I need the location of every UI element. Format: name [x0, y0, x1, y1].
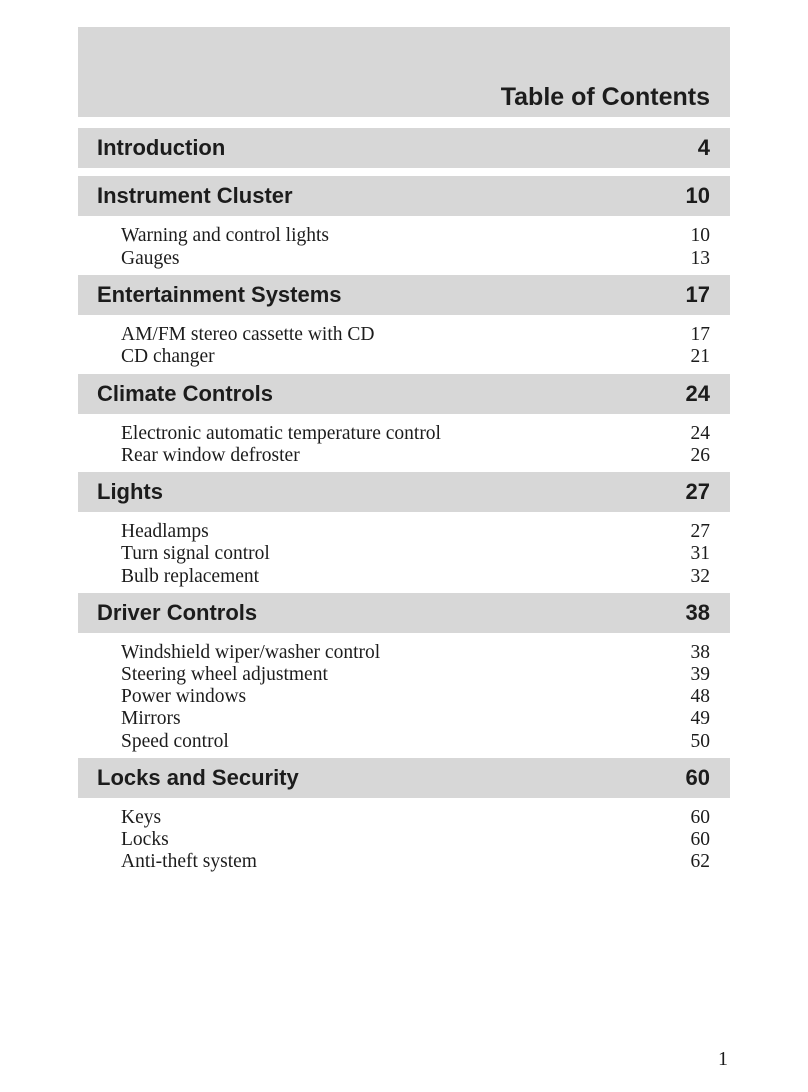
entry-label: Turn signal control [121, 543, 270, 564]
entry-page: 32 [690, 566, 710, 587]
section-page: 27 [685, 479, 710, 504]
entry-page: 26 [690, 445, 710, 466]
toc-entry[interactable] [121, 731, 710, 753]
entry-page: 49 [690, 708, 710, 729]
entry-page: 31 [690, 543, 710, 564]
page-number: 1 [718, 1048, 728, 1070]
section-climate-controls[interactable] [78, 374, 730, 414]
section-page: 17 [685, 282, 710, 307]
entry-page: 21 [690, 346, 710, 367]
toc-entry[interactable] [121, 423, 710, 445]
section-title: Climate Controls [97, 381, 274, 406]
entry-label: Headlamps [121, 521, 209, 542]
toc-entry[interactable] [121, 346, 710, 368]
toc-entry[interactable] [121, 686, 710, 708]
section-title: Entertainment Systems [97, 282, 342, 307]
entry-label: Electronic automatic temperature control [121, 423, 441, 444]
entry-page: 24 [690, 423, 710, 444]
entry-page: 60 [690, 829, 710, 850]
section-page: 4 [697, 135, 710, 160]
entry-label: Windshield wiper/washer control [121, 642, 381, 663]
entry-page: 48 [690, 686, 710, 707]
toc-entry[interactable] [121, 543, 710, 565]
entry-label: Warning and control lights [121, 225, 330, 246]
entry-label: Speed control [121, 731, 229, 752]
section-entertainment-systems[interactable] [78, 275, 730, 315]
toc-entry[interactable] [121, 664, 710, 686]
entry-page: 50 [690, 731, 710, 752]
section-page: 10 [685, 183, 710, 208]
entry-page: 17 [690, 324, 710, 345]
entry-page: 13 [690, 248, 710, 269]
toc-entry[interactable] [121, 642, 710, 664]
entry-page: 39 [690, 664, 710, 685]
toc-entry[interactable] [121, 708, 710, 730]
section-locks-and-security[interactable] [78, 758, 730, 798]
toc-entry[interactable] [121, 225, 710, 247]
entry-label: AM/FM stereo cassette with CD [121, 324, 375, 345]
section-lights[interactable] [78, 472, 730, 512]
entry-page: 27 [690, 521, 710, 542]
entry-label: CD changer [121, 346, 215, 367]
toc-entry[interactable] [121, 566, 710, 588]
entry-label: Keys [121, 807, 162, 828]
toc-entry[interactable] [121, 807, 710, 829]
section-page: 38 [685, 600, 710, 625]
entry-label: Locks [121, 829, 169, 850]
toc-entry[interactable] [121, 851, 710, 873]
toc-entry[interactable] [121, 829, 710, 851]
entry-label: Bulb replacement [121, 566, 260, 587]
section-introduction[interactable] [78, 128, 730, 168]
section-title: Lights [97, 479, 163, 504]
entry-label: Gauges [121, 248, 180, 269]
entry-page: 38 [690, 642, 710, 663]
section-page: 24 [685, 381, 710, 406]
section-title: Driver Controls [97, 600, 258, 625]
toc-entry[interactable] [121, 445, 710, 467]
entry-label: Power windows [121, 686, 247, 707]
entry-page: 60 [690, 807, 710, 828]
section-title: Locks and Security [97, 765, 299, 790]
section-driver-controls[interactable] [78, 593, 730, 633]
page-title: Table of Contents [500, 83, 710, 111]
entry-label: Mirrors [121, 708, 181, 729]
toc-entry[interactable] [121, 248, 710, 270]
entry-page: 10 [690, 225, 710, 246]
header-band [78, 27, 730, 117]
section-title: Introduction [97, 135, 226, 160]
entry-page: 62 [690, 851, 710, 872]
section-title: Instrument Cluster [97, 183, 293, 208]
toc-entry[interactable] [121, 521, 710, 543]
entry-label: Anti-theft system [121, 851, 257, 872]
toc-entry[interactable] [121, 324, 710, 346]
section-instrument-cluster[interactable] [78, 176, 730, 216]
entry-label: Rear window defroster [121, 445, 300, 466]
section-page: 60 [685, 765, 710, 790]
entry-label: Steering wheel adjustment [121, 664, 328, 685]
